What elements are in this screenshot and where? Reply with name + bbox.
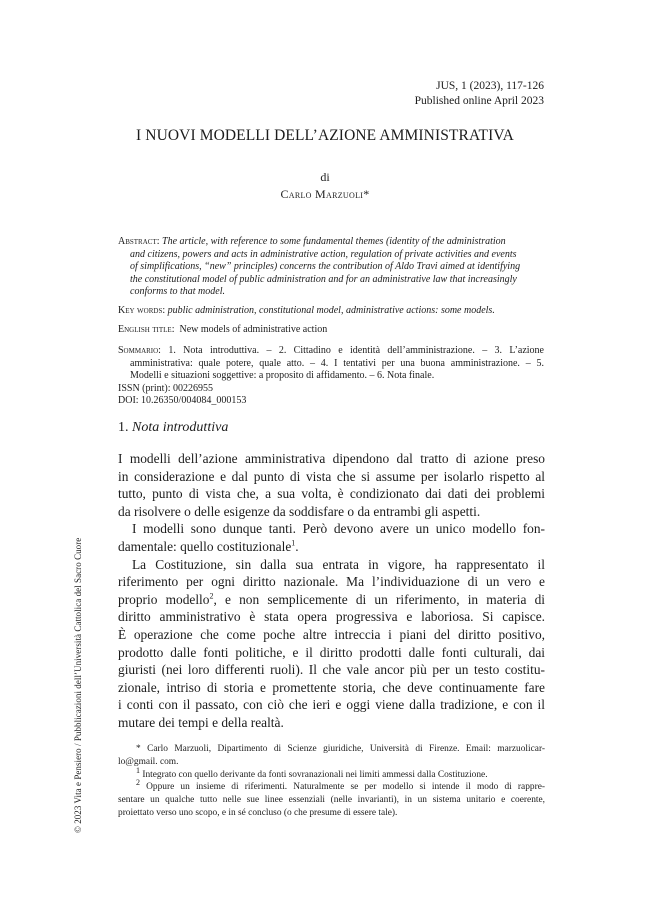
footnote-text: Oppure un insieme di riferimenti. Naturalmente se per modello si intende il modo di rappre-	[146, 782, 545, 793]
body-text	[118, 450, 545, 732]
footnote-ref-2[interactable]: 2	[209, 591, 214, 601]
journal-citation: JUS, 1 (2023), 117-126	[436, 80, 544, 92]
footnote-1	[118, 765, 545, 782]
body-line: riferimento per ogni diritto nazionale. Ma l’individuazione di un vero e	[118, 574, 545, 590]
abstract	[118, 236, 544, 299]
footnote-line: * Carlo Marzuoli, Dipartimento di Scienze giuridiche, Università di Firenze. Email: marzuolicar-	[136, 744, 545, 754]
footnote-line: sentare un qualche tutto nelle sue linee essenziali (nelle invarianti), in un sistema unitario e coerente,	[118, 795, 545, 806]
body-line: mutare dei tempi e della realtà.	[118, 714, 284, 730]
english-title-text: New models of administrative action	[179, 324, 328, 335]
abstract-line: conforms to that model.	[130, 286, 225, 298]
abstract-line: the constitutional model of public administration and for an administrative law that increasingly	[130, 273, 517, 285]
footnote-text: Integrato con quello derivante da fonti sovranazionali nei limiti ammessi dalla Costituzione.	[142, 769, 488, 780]
body-line: tutto, punto di vista che, a sua volta, è condizionato dai dati dei problemi	[118, 486, 545, 502]
footnotes	[118, 743, 545, 820]
body-line: i conti con il passato, con ciò che ieri e oggi viene dalla tradizione, e con il	[118, 697, 545, 713]
published-date: Published online April 2023	[414, 95, 544, 107]
body-line: La Costituzione, sin dalla sua entrata in vigore, ha rappresentato il	[132, 556, 545, 572]
body-line: zionale, intriso di storia e promettente storia, che deve continuamente fare	[118, 679, 545, 695]
sidebar-copyright: © 2023 Vita e Pensiero / Pubblicazioni dell’Università Cattolica del Sacro Cuore	[73, 537, 83, 833]
section-heading	[118, 420, 228, 436]
english-title-label: English title:	[118, 324, 175, 335]
english-title	[118, 324, 544, 337]
body-text-fragment: proprio modello	[118, 591, 210, 607]
abstract-line: of simplifications, “new” principles) concerns the contribution of Aldo Travi aimed at identifying	[130, 261, 521, 273]
body-line: giuristi (nei loro differenti ruoli). Il che vale ancor più per un testo costitu-	[118, 662, 545, 678]
keywords-label: Key words:	[118, 305, 166, 316]
issn: ISSN (print): 00226955	[118, 382, 213, 394]
body-line: in considerazione e dal punto di vista che si assume per isolarlo rispetto al	[118, 468, 545, 484]
doi: DOI: 10.26350/004084_000153	[118, 395, 247, 407]
footnote-mark: 2	[136, 778, 140, 788]
sommario	[118, 345, 544, 408]
footnote-line: proiettato verso uno scopo, e in sé concluso (o che presume di essere tale).	[118, 807, 398, 818]
sommario-line: amministrativa: quale potere, quale atto. – 4. I tentativi per una buona amministrazione. – 5.	[130, 357, 544, 369]
section-title: Nota introduttiva	[132, 420, 229, 435]
footnote-2	[118, 778, 545, 794]
keywords-text: public administration, constitutional model, administrative actions: some models.	[167, 305, 495, 316]
body-line: da risolvere o delle esigenze da soddisfare o da entrambi gli aspetti.	[118, 503, 481, 519]
body-line: I modelli sono dunque tanti. Però devono avere un unico modello fon-	[132, 521, 545, 537]
abstract-line: The article, with reference to some fundamental themes (identity of the administration	[162, 236, 506, 247]
body-line: I modelli dell’azione amministrativa dipendono dal tratto di azione preso	[118, 451, 545, 466]
keywords	[118, 305, 544, 318]
body-line	[118, 538, 545, 556]
sommario-line: Modelli e situazioni soggettive: a proposito di affidamento. – 6. Nota finale.	[130, 370, 435, 382]
author-name: Carlo Marzuoli*	[280, 187, 370, 201]
article-title: I NUOVI MODELLI DELL’AZIONE AMMINISTRATIVA	[136, 127, 514, 144]
body-text-fragment: .	[295, 538, 299, 554]
sommario-line: 1. Nota introduttiva. – 2. Cittadino e identità dell’amministrazione. – 3. L’azione	[168, 345, 545, 356]
body-text-fragment: , e non semplicemente di un riferimento, in materia di	[213, 591, 546, 607]
body-line: diritto amministrativo è stata opera progressiva e laboriosa. Si capisce.	[118, 609, 545, 625]
footnote-line: lo@gmail. com.	[118, 756, 179, 767]
sommario-label: Sommario:	[118, 345, 161, 356]
footnote-ref-1[interactable]: 1	[291, 538, 296, 548]
section-number: 1.	[118, 420, 129, 435]
body-line: È operazione che come poche altre intreccia i piani del diritto positivo,	[118, 626, 545, 642]
abstract-label: Abstract:	[118, 236, 160, 247]
footnote-mark: 1	[136, 765, 140, 775]
body-line	[118, 591, 545, 609]
body-text-fragment: damentale: quello costituzionale	[118, 538, 292, 554]
abstract-line: and citizens, powers and acts in administrative action, regulation of private activities and events	[130, 248, 517, 260]
byline-di: di	[320, 170, 330, 184]
body-line: prodotto dalle fonti politiche, e il diritto prodotti dalle fonti culturali, dai	[118, 644, 545, 660]
